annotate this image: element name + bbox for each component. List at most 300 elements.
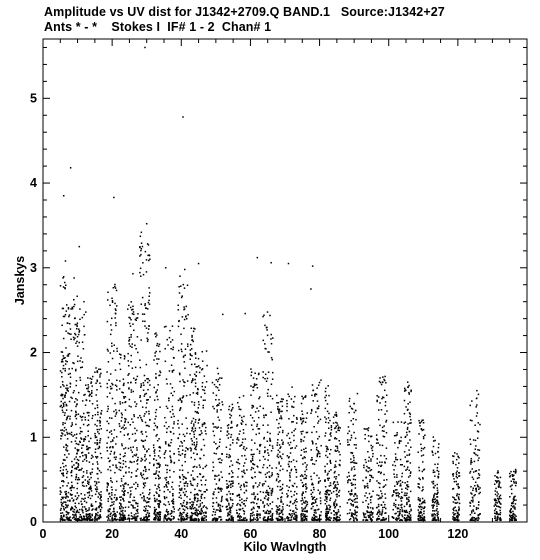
data-point: [263, 456, 265, 458]
data-point: [251, 424, 253, 426]
data-point: [218, 458, 220, 460]
data-point: [338, 451, 340, 453]
data-point: [115, 489, 117, 491]
data-point: [111, 505, 113, 507]
data-point: [178, 427, 180, 429]
data-point: [494, 516, 496, 518]
data-point: [189, 433, 191, 435]
data-point: [513, 479, 515, 481]
data-point: [64, 414, 66, 416]
data-point: [86, 513, 88, 515]
data-point: [290, 470, 292, 472]
data-point: [109, 432, 111, 434]
data-point: [228, 503, 230, 505]
data-point: [198, 420, 200, 422]
data-point: [97, 420, 99, 422]
data-point: [75, 513, 77, 515]
data-point: [66, 419, 68, 421]
data-point: [337, 424, 339, 426]
data-point: [410, 516, 412, 518]
data-point: [382, 430, 384, 432]
data-point: [215, 488, 217, 490]
data-point: [74, 317, 76, 319]
data-point: [87, 476, 89, 478]
data-point: [496, 512, 498, 514]
data-point-outlier: [63, 195, 65, 197]
data-point: [134, 428, 136, 430]
data-point: [124, 355, 126, 357]
data-point: [74, 468, 76, 470]
data-point: [405, 436, 407, 438]
data-point: [66, 361, 68, 363]
data-point: [167, 408, 169, 410]
data-point: [452, 512, 454, 514]
data-point: [334, 428, 336, 430]
data-point: [110, 388, 112, 390]
data-point: [157, 426, 159, 428]
data-point: [334, 464, 336, 466]
data-point: [407, 427, 409, 429]
data-point: [132, 500, 134, 502]
data-point: [124, 358, 126, 360]
data-point: [187, 502, 189, 504]
data-point: [128, 506, 130, 508]
data-point: [212, 423, 214, 425]
data-point: [107, 292, 109, 294]
data-point: [226, 519, 228, 521]
data-point: [129, 438, 131, 440]
data-point: [378, 396, 380, 398]
data-point: [149, 455, 151, 457]
data-point: [198, 365, 200, 367]
data-point: [453, 514, 455, 516]
data-point: [471, 400, 473, 402]
data-point: [114, 453, 116, 455]
data-point: [470, 463, 472, 465]
data-point: [186, 395, 188, 397]
data-point: [75, 369, 77, 371]
data-point: [470, 460, 472, 462]
data-point: [278, 412, 280, 414]
data-point: [242, 438, 244, 440]
data-point: [365, 469, 367, 471]
data-point: [120, 499, 122, 501]
data-point: [194, 444, 196, 446]
data-point: [76, 414, 78, 416]
data-point: [433, 481, 435, 483]
data-point: [142, 519, 144, 521]
data-point: [330, 482, 332, 484]
data-point: [159, 370, 161, 372]
data-point: [133, 497, 135, 499]
data-point: [206, 350, 208, 352]
data-point: [257, 506, 259, 508]
data-point: [293, 440, 295, 442]
data-point: [174, 462, 176, 464]
data-point: [94, 433, 96, 435]
data-point: [89, 394, 91, 396]
data-point: [116, 350, 118, 352]
data-point-outlier: [312, 265, 314, 267]
data-point: [169, 513, 171, 515]
data-point: [259, 450, 261, 452]
data-point: [268, 505, 270, 507]
data-point: [280, 426, 282, 428]
data-point: [199, 372, 201, 374]
data-point: [148, 498, 150, 500]
data-point: [263, 518, 265, 520]
data-point: [119, 388, 121, 390]
data-point: [185, 478, 187, 480]
data-point: [73, 392, 75, 394]
data-point: [383, 479, 385, 481]
data-point: [348, 426, 350, 428]
data-point: [182, 470, 184, 472]
data-point: [179, 372, 181, 374]
data-point: [148, 413, 150, 415]
data-point: [144, 519, 146, 521]
data-point: [68, 308, 70, 310]
data-point: [423, 438, 425, 440]
data-point: [434, 516, 436, 518]
data-point: [433, 436, 435, 438]
data-point: [272, 489, 274, 491]
data-point: [329, 499, 331, 501]
data-point: [318, 405, 320, 407]
data-point: [232, 464, 234, 466]
data-point: [68, 453, 70, 455]
data-point: [302, 495, 304, 497]
data-point: [334, 437, 336, 439]
data-point: [99, 470, 101, 472]
data-point: [76, 324, 78, 326]
data-point: [166, 428, 168, 430]
data-point: [437, 463, 439, 465]
data-point: [62, 473, 64, 475]
data-point: [280, 465, 282, 467]
data-point-outlier: [79, 246, 81, 248]
data-point: [476, 404, 478, 406]
data-point: [457, 493, 459, 495]
data-point: [114, 472, 116, 474]
data-point: [276, 478, 278, 480]
data-point: [228, 457, 230, 459]
data-point: [142, 313, 144, 315]
data-point: [300, 441, 302, 443]
data-point: [99, 417, 101, 419]
data-point: [89, 488, 91, 490]
data-point: [327, 385, 329, 387]
data-point: [353, 479, 355, 481]
data-point: [478, 394, 480, 396]
data-point: [511, 493, 513, 495]
data-point: [154, 355, 156, 357]
data-point: [404, 400, 406, 402]
data-point: [355, 493, 357, 495]
data-point: [153, 451, 155, 453]
data-point: [157, 515, 159, 517]
data-point: [407, 519, 409, 521]
data-point: [95, 494, 97, 496]
data-point: [70, 338, 72, 340]
data-point: [127, 353, 129, 355]
data-point: [95, 488, 97, 490]
data-point: [288, 456, 290, 458]
data-point: [85, 439, 87, 441]
data-point: [400, 464, 402, 466]
data-point: [197, 483, 199, 485]
data-point: [195, 375, 197, 377]
data-point: [130, 301, 132, 303]
data-point: [409, 504, 411, 506]
data-point: [398, 517, 400, 519]
data-point: [286, 406, 288, 408]
data-point: [193, 328, 195, 330]
data-point: [378, 482, 380, 484]
data-point: [132, 323, 134, 325]
data-point: [351, 435, 353, 437]
data-point: [305, 486, 307, 488]
data-point: [436, 500, 438, 502]
data-point: [99, 376, 101, 378]
data-point: [333, 517, 335, 519]
data-point: [119, 506, 121, 508]
data-point: [400, 483, 402, 485]
data-point: [316, 455, 318, 457]
data-point: [75, 342, 77, 344]
data-point: [108, 493, 110, 495]
data-point: [75, 495, 77, 497]
data-point: [476, 491, 478, 493]
data-point: [327, 411, 329, 413]
data-point: [110, 505, 112, 507]
data-point: [478, 518, 480, 520]
data-point: [96, 473, 98, 475]
data-point: [263, 340, 265, 342]
data-point: [372, 477, 374, 479]
data-point: [110, 334, 112, 336]
data-point: [369, 493, 371, 495]
data-point: [302, 482, 304, 484]
data-point: [183, 356, 185, 358]
data-point: [190, 447, 192, 449]
data-point: [251, 477, 253, 479]
data-point: [90, 486, 92, 488]
data-point: [352, 424, 354, 426]
data-point: [123, 396, 125, 398]
data-point: [135, 488, 137, 490]
data-point: [107, 321, 109, 323]
data-point: [424, 517, 426, 519]
data-point: [97, 443, 99, 445]
data-point: [339, 454, 341, 456]
data-point: [396, 476, 398, 478]
data-point: [60, 490, 62, 492]
data-point: [125, 409, 127, 411]
data-point: [242, 442, 244, 444]
data-point: [339, 460, 341, 462]
data-point: [433, 440, 435, 442]
data-point: [269, 465, 271, 467]
data-point: [250, 415, 252, 417]
data-point: [92, 519, 94, 521]
data-point: [252, 405, 254, 407]
data-point: [253, 517, 255, 519]
data-point: [63, 308, 65, 310]
data-point: [294, 483, 296, 485]
data-point: [458, 457, 460, 459]
data-point: [495, 494, 497, 496]
data-point: [62, 351, 64, 353]
data-point: [84, 417, 86, 419]
data-point: [313, 487, 315, 489]
data-point: [77, 466, 79, 468]
data-point: [134, 517, 136, 519]
data-point: [145, 469, 147, 471]
data-point: [181, 400, 183, 402]
data-point: [114, 429, 116, 431]
data-point: [114, 317, 116, 319]
data-point: [305, 422, 307, 424]
data-point: [276, 419, 278, 421]
data-point: [114, 515, 116, 517]
data-point: [112, 358, 114, 360]
data-point: [401, 500, 403, 502]
data-point: [97, 478, 99, 480]
data-point: [157, 503, 159, 505]
data-point: [237, 516, 239, 518]
data-point: [453, 501, 455, 503]
data-point: [165, 441, 167, 443]
data-point: [183, 284, 185, 286]
data-point: [116, 412, 118, 414]
data-point: [260, 491, 262, 493]
data-point: [241, 423, 243, 425]
data-point: [187, 483, 189, 485]
data-point: [63, 404, 65, 406]
data-point: [306, 475, 308, 477]
data-point: [75, 385, 77, 387]
data-point: [108, 498, 110, 500]
data-point: [114, 403, 116, 405]
data-point: [131, 515, 133, 517]
data-point: [100, 500, 102, 502]
data-point: [469, 505, 471, 507]
data-point: [70, 333, 72, 335]
data-point: [184, 488, 186, 490]
data-point: [131, 486, 133, 488]
data-point: [199, 464, 201, 466]
data-point: [95, 515, 97, 517]
data-point: [75, 416, 77, 418]
data-point: [406, 493, 408, 495]
data-point: [471, 512, 473, 514]
data-point: [196, 504, 198, 506]
data-point: [173, 369, 175, 371]
data-point: [131, 389, 133, 391]
data-point: [244, 473, 246, 475]
data-point: [214, 408, 216, 410]
data-point: [119, 423, 121, 425]
data-point: [319, 453, 321, 455]
data-point: [438, 477, 440, 479]
data-point: [498, 506, 500, 508]
data-point: [289, 476, 291, 478]
data-point: [384, 461, 386, 463]
data-point: [410, 462, 412, 464]
data-point: [419, 500, 421, 502]
data-point: [166, 406, 168, 408]
data-point: [245, 438, 247, 440]
data-point: [282, 518, 284, 520]
data-point: [232, 483, 234, 485]
data-point: [368, 515, 370, 517]
data-point: [243, 465, 245, 467]
data-point: [173, 433, 175, 435]
data-point: [477, 449, 479, 451]
data-point: [85, 311, 87, 313]
data-point: [97, 456, 99, 458]
data-point: [258, 484, 260, 486]
data-point: [336, 476, 338, 478]
data-point: [148, 300, 150, 302]
data-point: [347, 441, 349, 443]
data-point: [511, 519, 513, 521]
data-point: [320, 497, 322, 499]
data-point: [147, 339, 149, 341]
data-point: [282, 469, 284, 471]
data-point: [131, 391, 133, 393]
data-point: [377, 518, 379, 520]
data-point: [246, 500, 248, 502]
data-point: [301, 450, 303, 452]
data-point: [107, 516, 109, 518]
data-point: [164, 425, 166, 427]
data-point: [200, 430, 202, 432]
data-point: [145, 500, 147, 502]
data-point: [370, 458, 372, 460]
data-point: [400, 485, 402, 487]
data-point: [316, 498, 318, 500]
data-point: [183, 306, 185, 308]
data-point: [407, 428, 409, 430]
data-point: [251, 508, 253, 510]
data-point: [159, 464, 161, 466]
data-point: [311, 432, 313, 434]
data-point: [69, 416, 71, 418]
data-point: [396, 519, 398, 521]
data-point: [351, 437, 353, 439]
data-point: [121, 443, 123, 445]
data-point: [434, 498, 436, 500]
data-point: [253, 492, 255, 494]
data-point: [510, 486, 512, 488]
data-point: [160, 514, 162, 516]
data-point: [96, 481, 98, 483]
data-point: [458, 462, 460, 464]
data-point: [112, 464, 114, 466]
data-point: [353, 418, 355, 420]
data-point: [71, 368, 73, 370]
data-point: [156, 488, 158, 490]
data-point: [124, 495, 126, 497]
data-point: [232, 442, 234, 444]
data-point: [277, 442, 279, 444]
data-point: [197, 388, 199, 390]
data-point: [128, 515, 129, 517]
data-point: [114, 457, 116, 459]
data-point: [307, 504, 309, 506]
